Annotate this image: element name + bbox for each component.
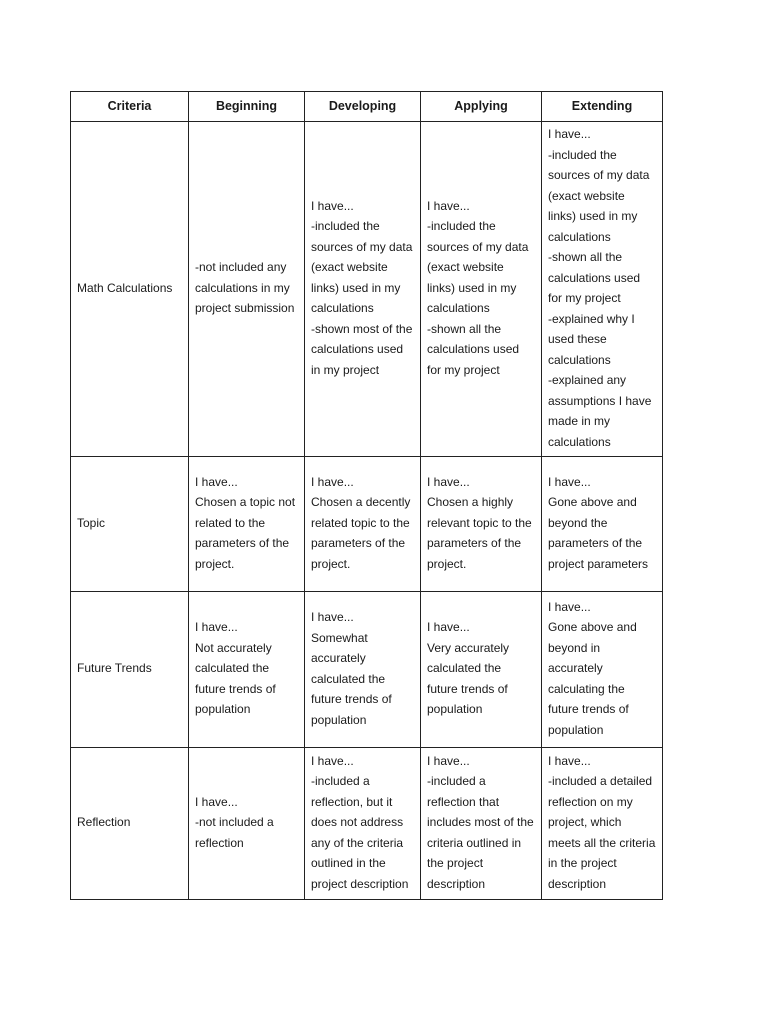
header-extending: Extending <box>542 92 663 122</box>
table-row-topic <box>71 457 663 592</box>
header-applying: Applying <box>421 92 542 122</box>
header-row <box>71 92 663 122</box>
extending-cell: I have... Gone above and beyond in accurately calculating the future trends of population <box>542 592 663 748</box>
criteria-cell: Math Calculations <box>71 122 189 457</box>
criteria-cell: Reflection <box>71 748 189 900</box>
extending-cell: I have... -included a detailed reflection on my project, which meets all the criteria in the project description <box>542 748 663 900</box>
developing-cell: I have... -included a reflection, but it does not address any of the criteria outlined in the project description <box>305 748 421 900</box>
beginning-cell: -not included any calculations in my project submission <box>189 122 305 457</box>
applying-cell: I have... Chosen a highly relevant topic to the parameters of the project. <box>421 457 542 592</box>
extending-cell: I have... Gone above and beyond the parameters of the project parameters <box>542 457 663 592</box>
developing-cell: I have... Somewhat accurately calculated the future trends of population <box>305 592 421 748</box>
header-developing: Developing <box>305 92 421 122</box>
applying-cell: I have... -included a reflection that includes most of the criteria outlined in the project description <box>421 748 542 900</box>
developing-cell: I have... -included the sources of my data (exact website links) used in my calculations -shown most of the calculations used in my project <box>305 122 421 457</box>
extending-cell: I have... -included the sources of my data (exact website links) used in my calculations -shown all the calculations used for my project -explained why I used these calculations -explained any assumptions I have made in my calculations <box>542 122 663 457</box>
applying-cell: I have... -included the sources of my data (exact website links) used in my calculations -shown all the calculations used for my project <box>421 122 542 457</box>
criteria-cell: Future Trends <box>71 592 189 748</box>
header-criteria: Criteria <box>71 92 189 122</box>
beginning-cell: I have... Chosen a topic not related to the parameters of the project. <box>189 457 305 592</box>
developing-cell: I have... Chosen a decently related topic to the parameters of the project. <box>305 457 421 592</box>
rubric-table <box>70 91 663 900</box>
table-row-future-trends <box>71 592 663 748</box>
beginning-cell: I have... -not included a reflection <box>189 748 305 900</box>
applying-cell: I have... Very accurately calculated the future trends of population <box>421 592 542 748</box>
beginning-cell: I have... Not accurately calculated the future trends of population <box>189 592 305 748</box>
criteria-cell: Topic <box>71 457 189 592</box>
table-row-math-calculations <box>71 122 663 457</box>
table-row-reflection <box>71 748 663 900</box>
header-beginning: Beginning <box>189 92 305 122</box>
